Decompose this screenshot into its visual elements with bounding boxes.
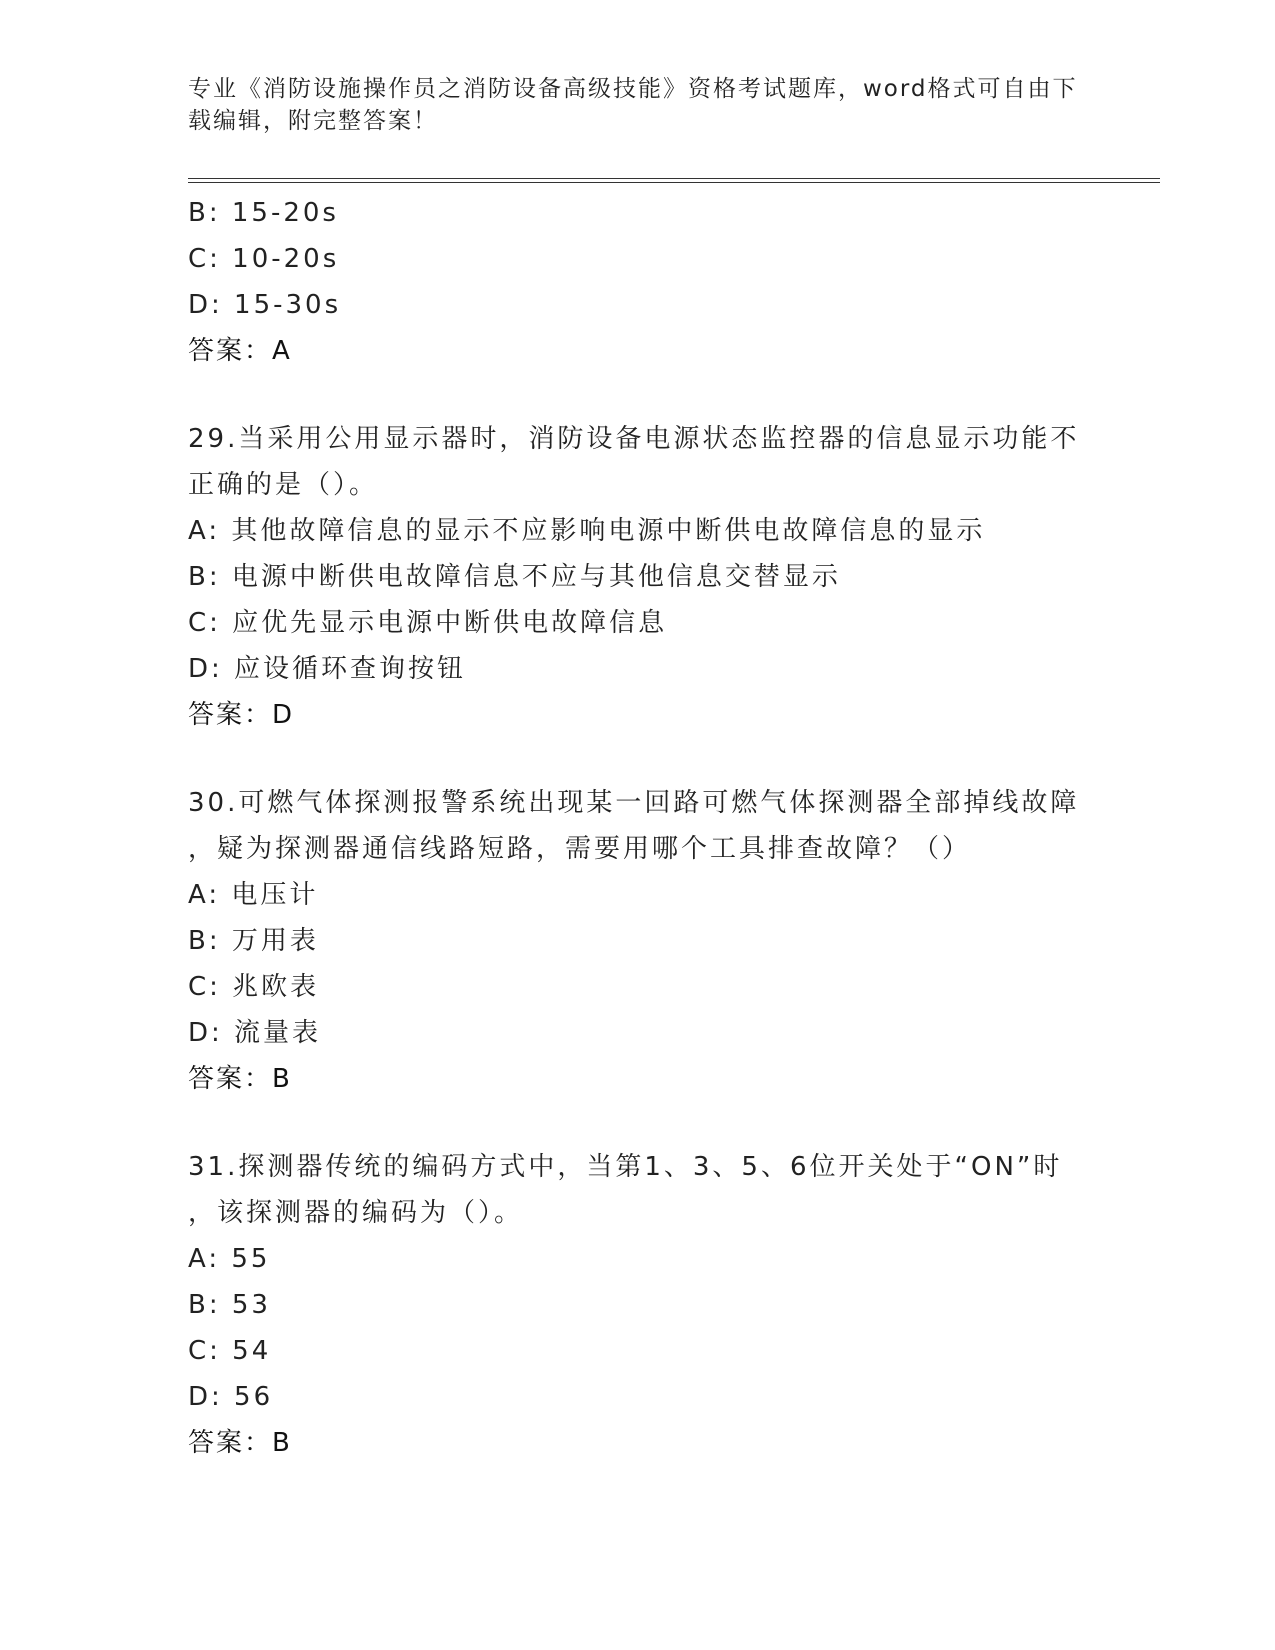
question-text-line: 30.可燃气体探测报警系统出现某一回路可燃气体探测器全部掉线故障 bbox=[188, 788, 1080, 818]
question-text-line: 正确的是（）。 bbox=[188, 470, 379, 500]
option-c: C: 10-20s bbox=[188, 244, 340, 274]
option-c: C: 应优先显示电源中断供电故障信息 bbox=[188, 608, 668, 638]
option-c: C: 54 bbox=[188, 1336, 272, 1366]
option-b: B: 53 bbox=[188, 1290, 271, 1320]
question-text-line: ，疑为探测器通信线路短路，需要用哪个工具排查故障？（） bbox=[188, 834, 972, 864]
spacer bbox=[188, 374, 1088, 416]
answer-line: 答案：B bbox=[188, 1428, 292, 1458]
header-divider bbox=[188, 178, 1160, 183]
question-block-30 bbox=[188, 780, 1088, 1102]
answer-line: 答案：B bbox=[188, 1064, 292, 1094]
spacer bbox=[188, 1102, 1088, 1144]
answer-line: 答案：A bbox=[188, 336, 292, 366]
question-list bbox=[188, 190, 1088, 1466]
header-line-2: 载编辑，附完整答案！ bbox=[188, 108, 438, 134]
question-block-31 bbox=[188, 1144, 1088, 1466]
spacer bbox=[188, 738, 1088, 780]
question-block-28 bbox=[188, 190, 1088, 374]
option-a: A: 其他故障信息的显示不应影响电源中断供电故障信息的显示 bbox=[188, 516, 986, 546]
option-a: A: 电压计 bbox=[188, 880, 319, 910]
header-line-1: 专业《消防设施操作员之消防设备高级技能》资格考试题库，word格式可自由下 bbox=[188, 76, 1078, 102]
answer-line: 答案：D bbox=[188, 700, 295, 730]
option-d: D: 15-30s bbox=[188, 290, 342, 320]
question-text-line: 31.探测器传统的编码方式中，当第1、3、5、6位开关处于“ON”时 bbox=[188, 1152, 1063, 1182]
question-text-line: 29.当采用公用显示器时，消防设备电源状态监控器的信息显示功能不 bbox=[188, 424, 1080, 454]
option-a: A: 55 bbox=[188, 1244, 271, 1274]
option-d: D: 56 bbox=[188, 1382, 274, 1412]
question-block-29 bbox=[188, 416, 1088, 738]
page-header bbox=[188, 73, 1088, 137]
option-b: B: 15-20s bbox=[188, 198, 339, 228]
option-b: B: 电源中断供电故障信息不应与其他信息交替显示 bbox=[188, 562, 841, 592]
option-d: D: 流量表 bbox=[188, 1018, 322, 1048]
option-c: C: 兆欧表 bbox=[188, 972, 320, 1002]
option-d: D: 应设循环查询按钮 bbox=[188, 654, 467, 684]
option-b: B: 万用表 bbox=[188, 926, 319, 956]
question-text-line: ，该探测器的编码为（）。 bbox=[188, 1198, 524, 1228]
